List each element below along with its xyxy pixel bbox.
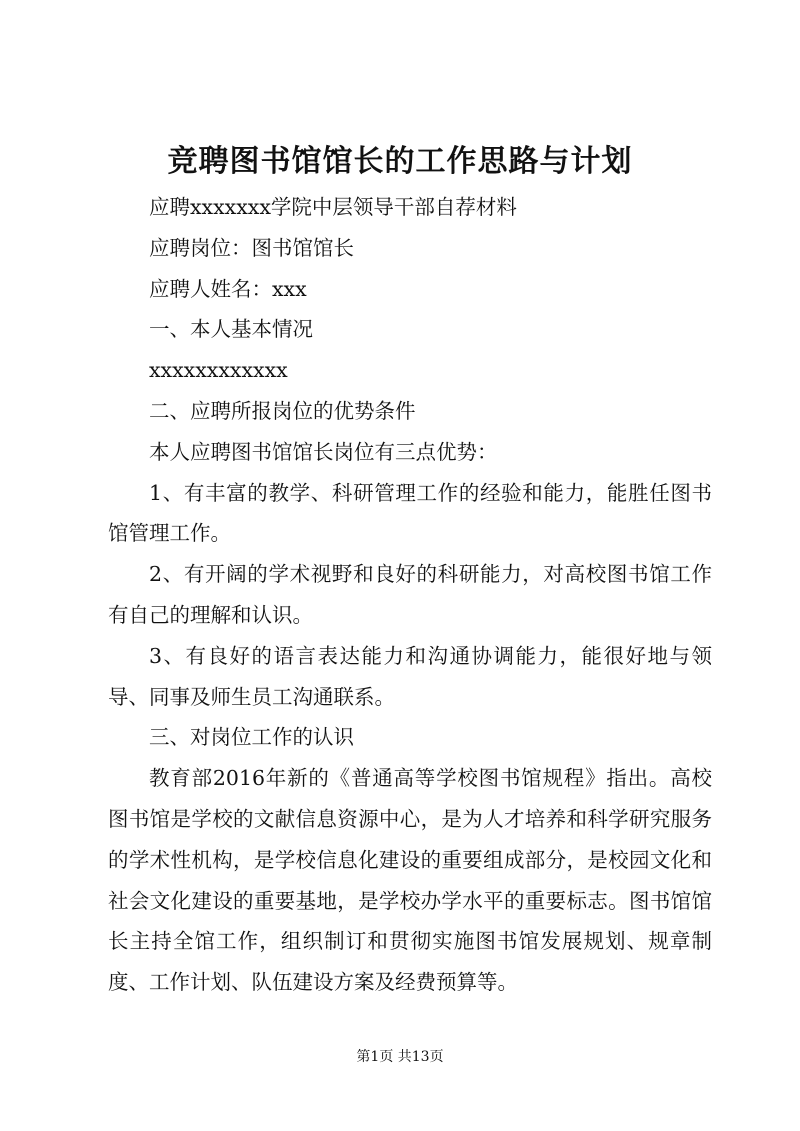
paragraph-advantage-1: 1、有丰富的教学、科研管理工作的经验和能力，能胜任图书馆管理工作。 [108, 480, 712, 546]
paragraph-position: 应聘岗位：图书馆馆长 [149, 235, 354, 260]
paragraph-application-material: 应聘xxxxxxx学院中层领导干部自荐材料 [149, 195, 517, 219]
document-body [108, 187, 712, 1003]
paragraph-applicant-name: 应聘人姓名：xxx [149, 276, 307, 301]
paragraph-understanding: 教育部2016年新的《普通高等学校图书馆规程》指出。高校图书馆是学校的文献信息资源中心，是为人才培养和科学研究服务的学术性机构，是学校信息化建设的重要组成部分，是校园文化和社会文化建设的重要基地，是学校办学水平的重要标志。图书馆馆长主持全馆工作，组织制订和贯彻实施图书馆发展规划、规章制度、工作计划、队伍建设方案及经费预算等。 [108, 766, 712, 995]
document-title: 竞聘图书馆馆长的工作思路与计划 [167, 144, 633, 179]
page-number-footer: 第1页 共13页 [356, 1049, 444, 1065]
paragraph-basic-info: xxxxxxxxxxxx [149, 358, 288, 383]
section-heading-basic-info: 一、本人基本情况 [149, 317, 313, 342]
paragraph-advantages-intro: 本人应聘图书馆馆长岗位有三点优势： [149, 439, 498, 464]
paragraph-advantage-2: 2、有开阔的学术视野和良好的科研能力，对高校图书馆工作有自己的理解和认识。 [108, 562, 712, 627]
section-heading-understanding: 三、对岗位工作的认识 [149, 725, 354, 750]
paragraph-advantage-3: 3、有良好的语言表达能力和沟通协调能力，能很好地与领导、同事及师生员工沟通联系。 [108, 643, 712, 709]
section-heading-advantages: 二、应聘所报岗位的优势条件 [149, 398, 416, 423]
